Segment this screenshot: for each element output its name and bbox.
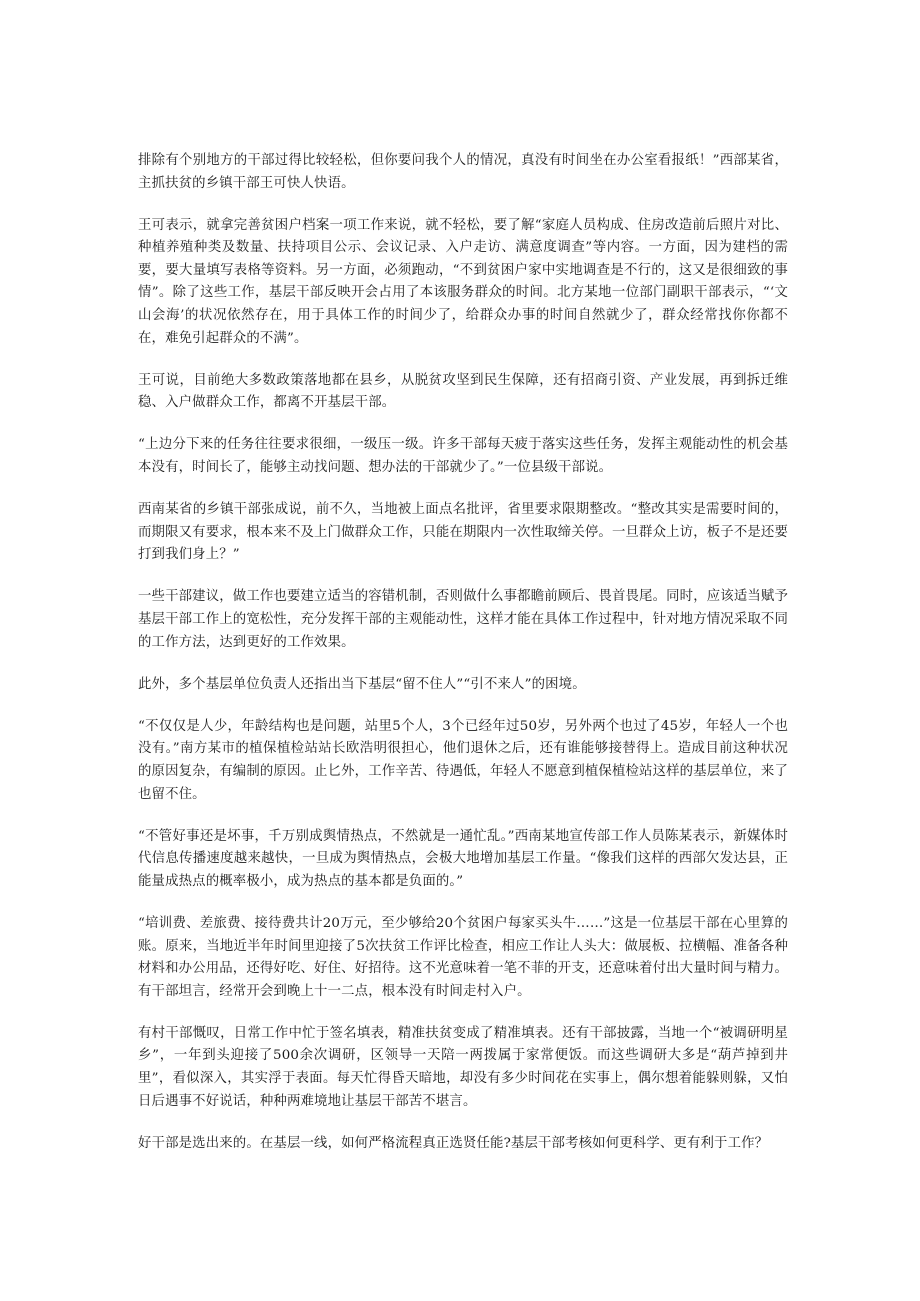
paragraph-7: 此外，多个基层单位负责人还指出当下基层“留不住人”“引不来人”的困境。 xyxy=(138,676,586,692)
paragraph-4: “上边分下来的任务往往要求很细，一级压一级。许多干部每天疲于落实这些任务，发挥主观能动性的机会基本没有，时间长了，能够主动找问题、想办法的干部就少了。”一位县级干部说。 xyxy=(138,437,788,476)
paragraph-3: 王可说，目前绝大多数政策落地都在县乡，从脱贫攻坚到民生保障，还有招商引资、产业发展，再到拆迁维稳、入户做群众工作，都离不开基层干部。 xyxy=(138,372,788,411)
paragraph-9: “不管好事还是坏事，千万别成舆情热点，不然就是一通忙乱。”西南某地宣传部工作人员陈某表示，新媒体时代信息传播速度越来越快，一旦成为舆情热点，会极大地增加基层工作量。“像我们这样的西部欠发达县，正能量成热点的概率极小，成为热点的基本都是负面的。” xyxy=(138,828,788,889)
paragraph-11: 有村干部慨叹，日常工作中忙于签名填表，精准扶贫变成了精准填表。还有干部披露，当地一个“被调研明星乡”，一年到头迎接了500余次调研，区领导一天陪一两拨属于家常便饭。而这些调研大多是“葫芦掉到井里”，看似深入，其实浮于表面。每天忙得昏天暗地，却没有多少时间花在实事上，偶尔想着能躲则躲，又怕日后遇事不好说话，种种两难境地让基层干部苦不堪言。 xyxy=(138,1025,788,1109)
document-body xyxy=(138,150,788,1175)
paragraph-1: 排除有个别地方的干部过得比较轻松，但你要问我个人的情况，真没有时间坐在办公室看报纸！”西部某省，主抓扶贫的乡镇干部王可快人快语。 xyxy=(138,153,788,191)
paragraph-12: 好干部是选出来的。在基层一线，如何严格流程真正选贤任能?基层干部考核如何更科学、更有利于工作？ xyxy=(138,1135,769,1151)
paragraph-10: “培训费、差旅费、接待费共计20万元，至少够给20个贫困户每家买头牛……”这是一位基层干部在心里算的账。原来，当地近半年时间里迎接了5次扶贫工作评比检查，相应工作让人头大：做展板、拉横幅、准备各种材料和办公用品，还得好吃、好住、好招待。这不光意味着一笔不菲的开支，还意味着付出大量时间与精力。有干部坦言，经常开会到晚上十一二点，根本没有时间走村入户。 xyxy=(138,915,788,999)
paragraph-2: 王可表示，就拿完善贫困户档案一项工作来说，就不轻松，要了解“家庭人员构成、住房改造前后照片对比、种植养殖种类及数量、扶持项目公示、会议记录、入户走访、满意度调查”等内容。一方面，因为建档的需要，要大量填写表格等资料。另一方面，必须跑动，“不到贫困户家中实地调查是不行的，这又是很细致的事情”。除了这些工作，基层干部反映开会占用了本该服务群众的时间。北方某地一位部门副职干部表示，“‘文山会海’的状况依然存在，用于具体工作的时间少了，给群众办事的时间自然就少了，群众经常找你你都不在，难免引起群众的不满”。 xyxy=(138,217,788,346)
paragraph-6: 一些干部建议，做工作也要建立适当的容错机制，否则做什么事都瞻前顾后、畏首畏尾。同时，应该适当赋予基层干部工作上的宽松性，充分发挥干部的主观能动性，这样才能在具体工作过程中，针对地方情况采取不同的工作方法，达到更好的工作效果。 xyxy=(138,589,788,650)
paragraph-8: “不仅仅是人少，年龄结构也是问题，站里5个人，3个已经年过50岁，另外两个也过了45岁，年轻人一个也没有。”南方某市的植保植检站站长欧浩明很担心，他们退休之后，还有谁能够接替得上。造成目前这种状况的原因复杂，有编制的原因。止匕外，工作辛苦、待遇低，年轻人不愿意到植保植检站这样的基层单位，来了也留不住。 xyxy=(138,718,788,802)
paragraph-5: 西南某省的乡镇干部张成说，前不久，当地被上面点名批评，省里要求限期整改。“整改其实是需要时间的，而期限又有要求，根本来不及上门做群众工作，只能在期限内一次性取缔关停。一旦群众上访，板子不是还要打到我们身上？” xyxy=(138,502,788,563)
